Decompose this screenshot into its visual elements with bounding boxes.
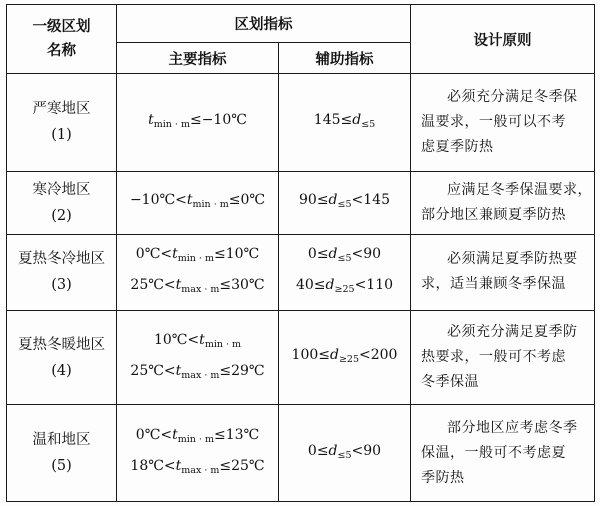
table-row bbox=[7, 234, 595, 310]
header-main-indicator: 主要指标 bbox=[117, 43, 279, 74]
formula-variable: d bbox=[328, 442, 338, 459]
zone-name-cell bbox=[7, 74, 117, 172]
zone-name: 寒冷地区 bbox=[32, 181, 91, 198]
formula-suffix: ≤13℃ bbox=[213, 427, 260, 444]
climate-zoning-table bbox=[6, 4, 595, 502]
formula-variable: t bbox=[175, 458, 182, 475]
header-level1-name bbox=[7, 5, 117, 74]
formula-subscript: max · m bbox=[181, 284, 220, 296]
formula-variable: d bbox=[352, 111, 362, 128]
formula-suffix: <90 bbox=[351, 246, 382, 263]
formula-variable: t bbox=[172, 427, 178, 444]
design-principle-line: 温要求，一般可以不考 bbox=[421, 113, 566, 130]
zone-name-cell bbox=[7, 171, 117, 234]
zone-name-cell bbox=[7, 234, 117, 310]
formula-line bbox=[117, 453, 278, 484]
formula-subscript: ≤5 bbox=[361, 118, 376, 130]
main-indicator-cell bbox=[117, 234, 279, 310]
formula-prefix: 0℃< bbox=[135, 427, 173, 444]
formula-line bbox=[117, 272, 278, 303]
main-indicator-cell bbox=[117, 405, 279, 502]
formula-variable: d bbox=[329, 347, 339, 364]
formula-variable: t bbox=[175, 277, 182, 294]
formula-line bbox=[279, 107, 410, 138]
formula-suffix: <145 bbox=[351, 192, 390, 209]
formula-variable: t bbox=[148, 111, 154, 128]
formula-suffix: ≤0℃ bbox=[228, 192, 266, 209]
design-principle-line: 季防热 bbox=[421, 469, 465, 486]
design-principle-line: 求，适当兼顾冬季保温 bbox=[421, 276, 566, 293]
zone-number: (2) bbox=[51, 207, 72, 224]
formula-line bbox=[117, 358, 278, 389]
formula-prefix: 18℃< bbox=[130, 458, 176, 475]
zone-number: (3) bbox=[51, 277, 72, 294]
formula-line bbox=[117, 107, 278, 138]
aux-indicator-cell bbox=[279, 74, 411, 172]
formula-suffix: <110 bbox=[354, 277, 394, 294]
formula-subscript: min · m bbox=[192, 199, 229, 211]
formula-subscript: ≤5 bbox=[337, 199, 352, 211]
zone-number: (1) bbox=[51, 127, 72, 144]
formula-prefix: 100≤ bbox=[291, 347, 330, 364]
formula-suffix: ≤29℃ bbox=[219, 362, 265, 379]
design-principle-cell bbox=[411, 405, 595, 502]
formula-line bbox=[279, 438, 410, 469]
design-principle-cell bbox=[411, 74, 595, 172]
design-principle-line: 保温，一般可不考虑夏 bbox=[421, 444, 566, 461]
formula-line bbox=[279, 187, 410, 218]
formula-suffix: ≤−10℃ bbox=[189, 111, 247, 128]
formula-suffix: <90 bbox=[351, 442, 382, 459]
aux-indicator-cell bbox=[279, 310, 411, 405]
design-principle-cell bbox=[411, 310, 595, 405]
formula-line bbox=[117, 327, 278, 358]
formula-suffix: ≤25℃ bbox=[219, 458, 265, 475]
design-principle-cell bbox=[411, 234, 595, 310]
formula-variable: t bbox=[186, 192, 193, 209]
table-body bbox=[7, 74, 595, 502]
formula-line bbox=[279, 342, 410, 373]
zone-number: (5) bbox=[51, 458, 72, 475]
main-indicator-cell bbox=[117, 74, 279, 172]
formula-prefix: 0℃< bbox=[135, 246, 173, 263]
formula-prefix: 10℃< bbox=[153, 331, 200, 348]
formula-variable: t bbox=[172, 246, 178, 263]
formula-prefix: 40≤ bbox=[295, 277, 326, 294]
formula-variable: d bbox=[328, 192, 338, 209]
table-row bbox=[7, 310, 595, 405]
table-row bbox=[7, 405, 595, 502]
formula-variable: d bbox=[328, 246, 338, 263]
aux-indicator-cell bbox=[279, 171, 411, 234]
zone-name-cell bbox=[7, 405, 117, 502]
header-level1-name-line2: 名称 bbox=[47, 43, 76, 59]
formula-prefix: 0≤ bbox=[307, 246, 329, 263]
design-principle-line: 部分地区应考虑冬季 bbox=[447, 419, 578, 436]
formula-subscript: ≥25 bbox=[338, 354, 360, 366]
formula-variable: t bbox=[175, 362, 182, 379]
formula-line bbox=[279, 241, 410, 272]
formula-variable: d bbox=[325, 277, 335, 294]
design-principle-line: 虑夏季防热 bbox=[421, 138, 494, 155]
formula-prefix: −10℃< bbox=[129, 192, 187, 209]
formula-line bbox=[279, 272, 410, 303]
design-principle-line: 必须充分满足冬季保 bbox=[447, 88, 578, 105]
main-indicator-cell bbox=[117, 310, 279, 405]
design-principle-line: 必须满足夏季防热要 bbox=[447, 251, 578, 268]
formula-prefix: 25℃< bbox=[130, 277, 176, 294]
formula-line bbox=[117, 422, 278, 453]
formula-suffix: <200 bbox=[359, 347, 398, 364]
design-principle-line: 热要求，一般可不考虑 bbox=[421, 349, 566, 366]
formula-suffix: ≤30℃ bbox=[219, 277, 265, 294]
formula-suffix: ≤10℃ bbox=[213, 246, 260, 263]
formula-subscript: ≤5 bbox=[337, 253, 352, 265]
aux-indicator-cell bbox=[279, 405, 411, 502]
formula-prefix: 25℃< bbox=[130, 362, 176, 379]
formula-subscript: ≤5 bbox=[337, 449, 352, 461]
formula-prefix: 0≤ bbox=[307, 442, 329, 459]
table-row bbox=[7, 171, 595, 234]
formula-subscript: min · m bbox=[177, 434, 214, 446]
main-indicator-cell bbox=[117, 171, 279, 234]
design-principle-cell bbox=[411, 171, 595, 234]
formula-line bbox=[117, 187, 278, 218]
header-indicators: 区划指标 bbox=[117, 5, 411, 43]
zone-name: 温和地区 bbox=[32, 432, 91, 449]
formula-subscript: max · m bbox=[181, 465, 220, 477]
header-design-principle: 设计原则 bbox=[411, 5, 595, 74]
design-principle-line: 冬季保温 bbox=[421, 374, 479, 391]
header-level1-name-line1: 一级区划 bbox=[32, 19, 91, 35]
design-principle-line: 应满足冬季保温要求， bbox=[447, 181, 592, 198]
formula-prefix: 145≤ bbox=[313, 111, 353, 128]
formula-variable: t bbox=[199, 331, 205, 348]
aux-indicator-cell bbox=[279, 234, 411, 310]
formula-subscript: min · m bbox=[204, 338, 242, 350]
zone-number: (4) bbox=[51, 362, 72, 379]
formula-subscript: min · m bbox=[153, 118, 190, 130]
zone-name: 严寒地区 bbox=[32, 101, 91, 118]
design-principle-line: 部分地区兼顾夏季防热 bbox=[421, 206, 566, 223]
table-row bbox=[7, 74, 595, 172]
formula-subscript: ≥25 bbox=[334, 284, 355, 296]
design-principle-line: 必须充分满足夏季防 bbox=[447, 324, 578, 341]
zone-name-cell bbox=[7, 310, 117, 405]
formula-line bbox=[117, 241, 278, 272]
formula-subscript: min · m bbox=[177, 253, 214, 265]
header-aux-indicator: 辅助指标 bbox=[279, 43, 411, 74]
zone-name: 夏热冬暖地区 bbox=[18, 336, 105, 353]
formula-prefix: 90≤ bbox=[299, 192, 329, 209]
formula-subscript: max · m bbox=[181, 369, 220, 381]
zone-name: 夏热冬冷地区 bbox=[18, 251, 105, 268]
